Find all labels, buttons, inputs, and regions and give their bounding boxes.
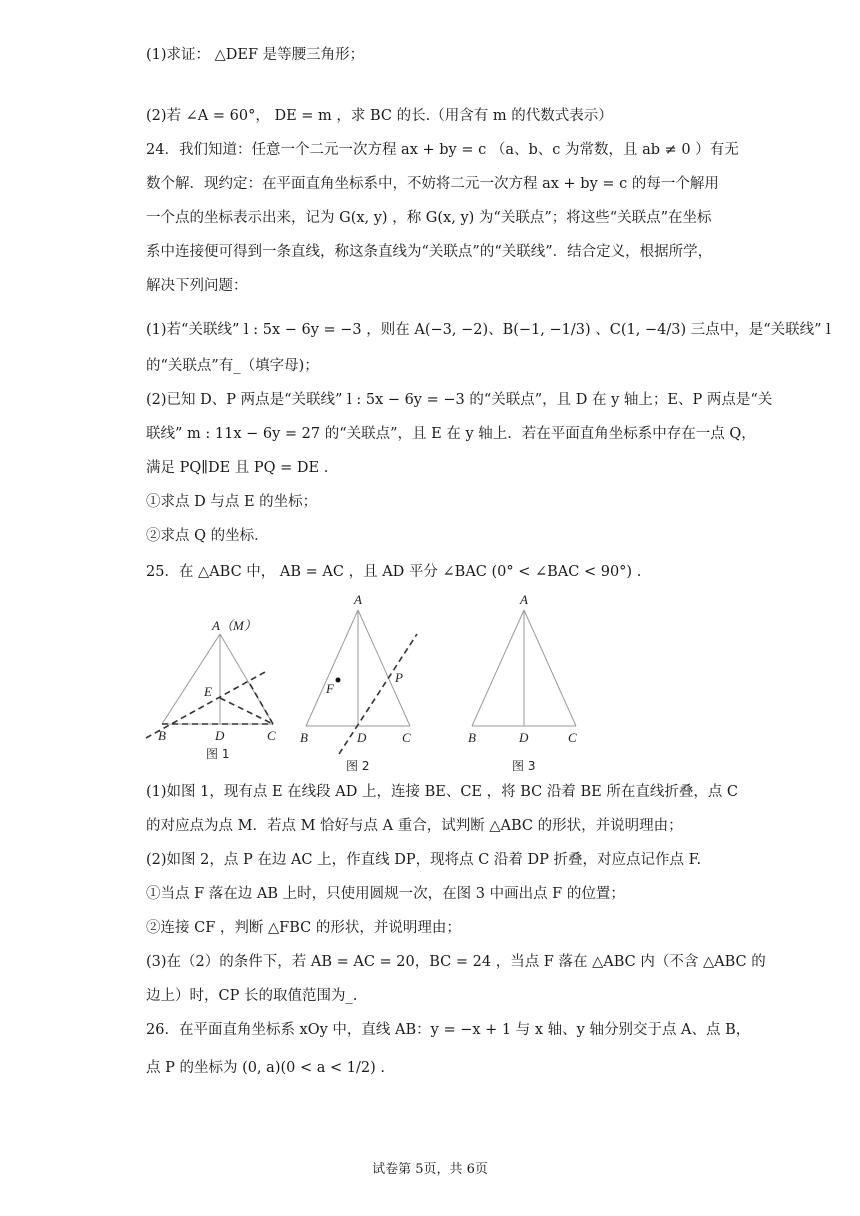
fig3-caption: 图 3 [512, 759, 536, 773]
q25-part1-line2: 的对应点为点 M．若点 M 恰好与点 A 重合，试判断 △ABC 的形状，并说明理由； [146, 818, 683, 834]
q26-intro-line2: 点 P 的坐标为 (0, a)(0 < a < 1/2) . [146, 1060, 385, 1076]
q24-part2-line2: 联线” m : 11x − 6y = 27 的“关联点”，且 E 在 y 轴上．若在平面直角坐标系中存在一点 Q， [146, 426, 756, 442]
q24-part2-sub2: ②求点 Q 的坐标． [146, 528, 269, 544]
fig2-label-F: F [326, 681, 334, 696]
fig3-label-C: C [568, 730, 577, 745]
figure-3 [460, 590, 600, 775]
fig2-caption: 图 2 [346, 759, 370, 773]
q24-part2-line3: 满足 PQ∥DE 且 PQ = DE . [146, 460, 329, 476]
q24-intro-line1: 24．我们知道：任意一个二元一次方程 ax + by = c （a、b、c 为常数，且 ab ≠ 0 ）有无 [146, 142, 739, 158]
fig2-label-D: D [357, 730, 367, 745]
q24-part2-sub1: ①求点 D 与点 E 的坐标； [146, 494, 318, 510]
q25-intro: 25．在 △ABC 中， AB = AC ，且 AD 平分 ∠BAC (0° < ∠BAC < 90°) . [146, 564, 642, 580]
q25-part2-line1: (2)如图 2，点 P 在边 AC 上，作直线 DP，现将点 C 沿着 DP 折叠，对应点记作点 F. [146, 852, 702, 868]
q25-part3-line2: 边上）时，CP 长的取值范围为_. [146, 988, 358, 1004]
q24-intro-line2: 数个解．现约定：在平面直角坐标系中，不妨将二元一次方程 ax + by = c 的每一个解用 [146, 176, 719, 192]
fig2-label-P: P [395, 670, 403, 685]
q26-intro-line1: 26．在平面直角坐标系 xOy 中，直线 AB：y = −x + 1 与 x 轴、y 轴分别交于点 A、点 B， [146, 1022, 751, 1038]
q23-part1: (1)求证： △DEF 是等腰三角形； [146, 47, 365, 63]
q25-part1-line1: (1)如图 1，现有点 E 在线段 AD 上，连接 BE、CE ，将 BC 沿着 BE 所在直线折叠，点 C [146, 784, 739, 800]
q25-part2-sub2: ②连接 CF ，判断 △FBC 的形状，并说明理由； [146, 920, 461, 936]
figure-2 [292, 590, 432, 775]
fig3-label-B: B [468, 730, 476, 745]
fig2-label-A: A [354, 592, 362, 607]
page-footer: 试卷第 5页，共 6页 [372, 1162, 488, 1177]
q25-part3-line1: (3)在（2）的条件下，若 AB = AC = 20，BC = 24 ，当点 F 落在 △ABC 内（不含 △ABC 的 [146, 954, 766, 970]
fig1-label-C: C [267, 728, 276, 743]
fig2-label-B: B [300, 730, 308, 745]
fig3-label-D: D [519, 730, 529, 745]
q23-part2: (2)若 ∠A = 60°， DE = m ，求 BC 的长.（用含有 m 的代数式表示） [146, 108, 613, 124]
fig3-label-A: A [520, 592, 528, 607]
fig1-label-D: D [215, 728, 225, 743]
fig1-label-B: B [158, 728, 166, 743]
q24-part2-line1: (2)已知 D、P 两点是“关联线” l : 5x − 6y = −3 的“关联点”，且 D 在 y 轴上；E、P 两点是“关 [146, 392, 773, 408]
fig1-caption: 图 1 [206, 747, 230, 761]
q24-part1-line1: (1)若“关联线” l : 5x − 6y = −3 ，则在 A(−3, −2)、B(−1, −1/3) 、C(1, −4/3) 三点中，是“关联线” l [146, 322, 831, 338]
q24-intro-line4: 系中连接便可得到一条直线，称这条直线为“关联点”的“关联线”．结合定义，根据所学， [146, 244, 713, 260]
fig1-label-E: E [204, 684, 212, 699]
q24-intro-line3: 一个点的坐标表示出来，记为 G(x, y) ，称 G(x, y) 为“关联点”；将这些“关联点”在坐标 [146, 210, 712, 226]
figure-1 [140, 612, 280, 762]
fig1-label-A: A（M） [212, 618, 257, 633]
q24-part1-line2: 的“关联点”有_（填字母)； [146, 358, 319, 374]
q25-part2-sub1: ①当点 F 落在边 AB 上时，只使用圆规一次，在图 3 中画出点 F 的位置； [146, 886, 625, 902]
q24-intro-line5: 解决下列问题： [146, 278, 248, 294]
fig2-label-C: C [402, 730, 411, 745]
